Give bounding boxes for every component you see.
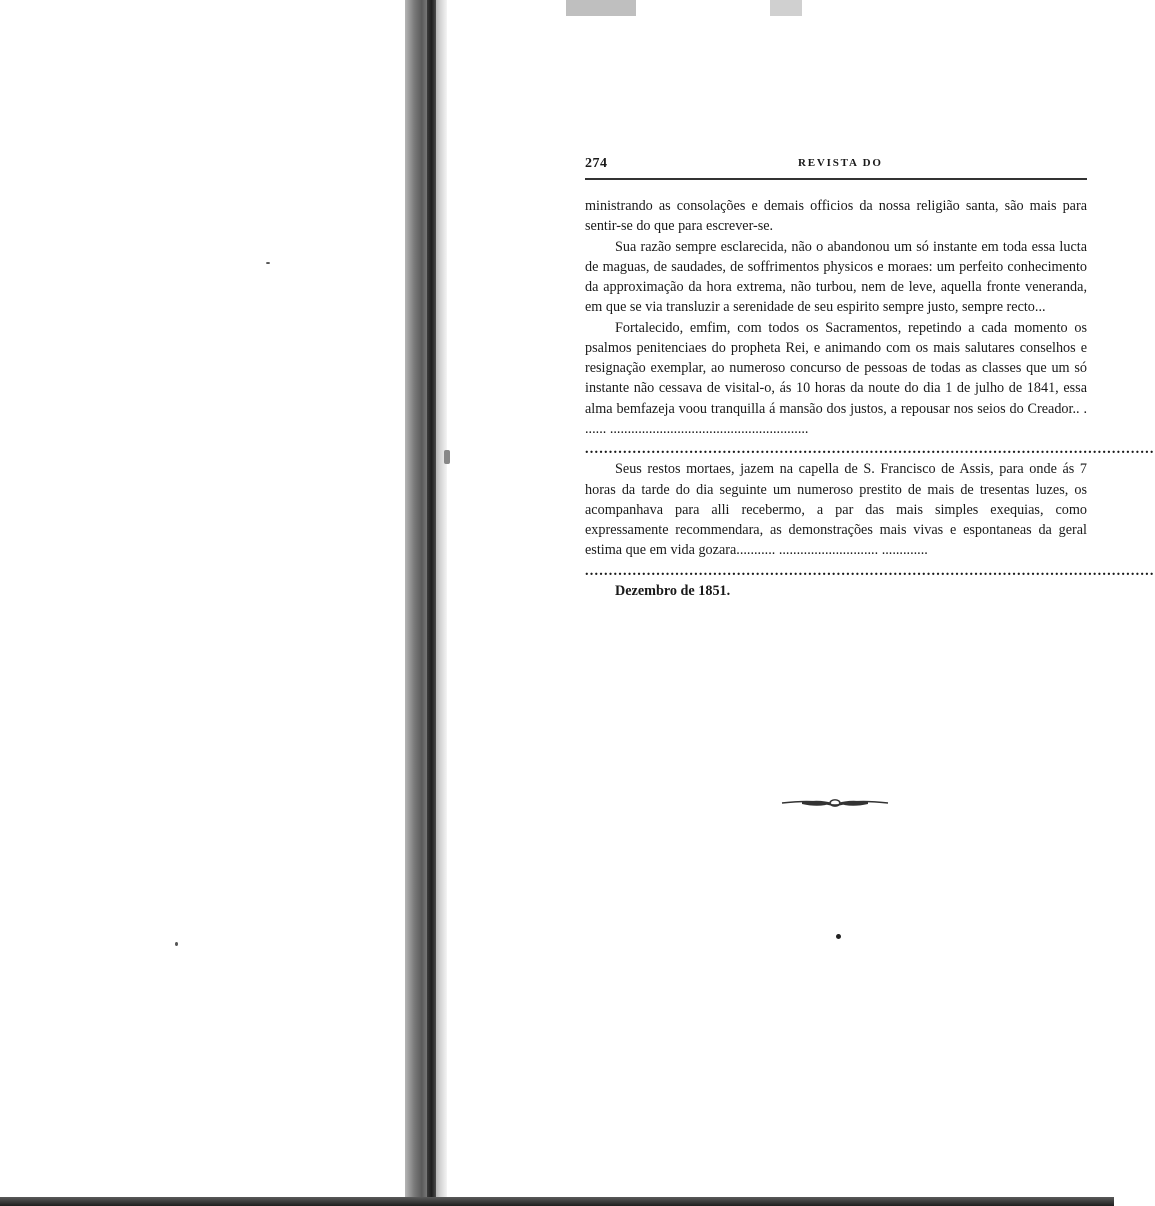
- journal-title: REVISTA DO: [798, 157, 883, 169]
- page-number: 274: [585, 156, 608, 171]
- paragraph-burial: Seus restos mortaes, jazem na capella de S. Francisco de Assis, para onde ás 7 horas da tarde do dia seguinte um numeroso prestito de mais de tresentas luzes, os acompanhava para alli recebermo, a par das mais simples exequias, como expressamente recommendara, as demonstrações mais vivas e espontaneas da geral estima que em vida gozara........... ............................ .............: [585, 461, 1087, 559]
- scan-speck: [175, 942, 178, 946]
- paragraph-continuation: ministrando as consolações e demais officios da nossa religião santa, são mais para sentir-se do que para escrever-se.: [585, 198, 1087, 235]
- scan-smudge: [770, 0, 802, 16]
- book-gutter-shadow: [405, 0, 447, 1206]
- paragraph-death: Fortalecido, emfim, com todos os Sacramentos, repetindo a cada momento os psalmos penitenciaes do propheta Rei, e animando com os mais salutares conselhos e resignação exemplar, ao numeroso concurso de pessoas de todas as classes que um só instante não cessava de visital-o, ás 10 horas da noute do dia 1 de julho de 1841, essa alma bemfazeja voou tranquilla á mansão dos justos, a repousar nos seios do Creador.. . ...... ........................................................: [585, 319, 1087, 437]
- book-spine-edge: [427, 0, 436, 1206]
- article-body: [585, 196, 1155, 601]
- scan-speck: [444, 450, 450, 464]
- ellipsis-line: ........................................................................................................................: [585, 562, 1155, 579]
- page-bottom-edge: [0, 1197, 1114, 1206]
- header-rule: [585, 178, 1087, 180]
- scan-speck: [266, 262, 270, 264]
- blank-left-page: [0, 0, 415, 1206]
- ink-dot: [836, 934, 841, 939]
- paragraph-serenity: Sua razão sempre esclarecida, não o abandonou um só instante em toda essa lucta de maguas, de saudades, de soffrimentos physicos e moraes: um perfeito conhecimento da approximação da hora extrema, não turbou, nem de leve, aquella fronte veneranda, em que se via transluzir a serenidade de seu espirito sempre justo, sempre recto...: [585, 238, 1087, 316]
- tailpiece-ornament: [780, 795, 890, 811]
- scan-smudge: [566, 0, 636, 16]
- running-header: [585, 156, 1087, 176]
- ellipsis-line: ........................................................................................................................: [585, 441, 1155, 457]
- dateline: Dezembro de 1851.: [615, 582, 731, 599]
